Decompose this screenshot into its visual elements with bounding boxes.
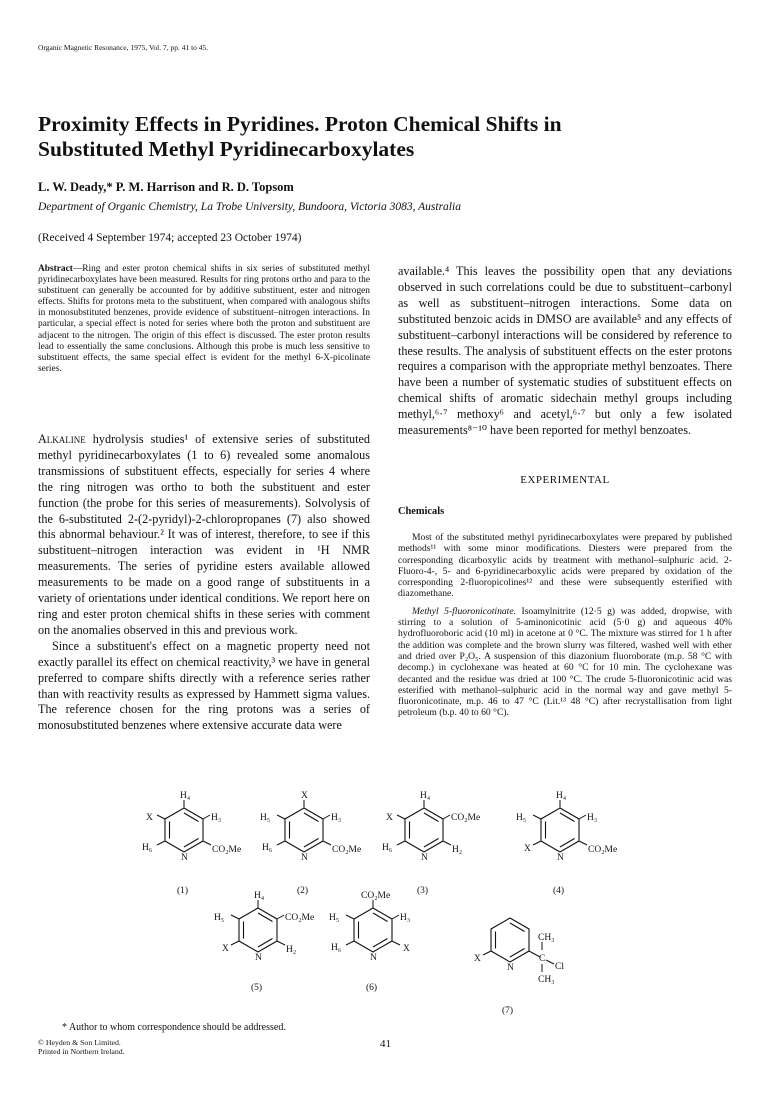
h6-label: H₆ xyxy=(142,843,153,853)
article-title xyxy=(38,112,738,162)
x-label: X xyxy=(301,791,308,801)
ester-label: CO₂Me xyxy=(212,845,242,855)
h4-label: H₄ xyxy=(254,891,265,901)
h4-label: H₄ xyxy=(420,791,431,801)
h2-label: H₂ xyxy=(452,845,463,855)
chemicals-paragraph-1: Most of the substituted methyl pyridinecarboxylates were prepared by published methods¹¹ with some minor modifications. Diesters were prepared from the corresponding dicarboxylic acids by treatment with methanol–sulphuric acid. 2-Fluoro-4-, 5- and 6-pyridinecarboxylic acids were prepared by oxidation of the corresponding 2-fluoropicolines¹² and these were subsequently esterified with diazomethane. xyxy=(398,532,732,600)
h5-label: H₅ xyxy=(329,913,340,923)
structure-5 xyxy=(214,891,314,993)
structure-2 xyxy=(260,791,361,896)
n-label: N xyxy=(301,853,308,863)
corresponding-author-footnote: * Author to whom correspondence should be addressed. xyxy=(62,1022,286,1033)
ester-label: CO₂Me xyxy=(361,891,391,901)
chemicals-paragraph-2: Methyl 5-fluoronicotinate. Isoamylnitrite (12·5 g) was added, dropwise, with stirring to a solution of 5-aminonicotinic acid (5·0 g) and aqueous 40% hydrofluoroboric acid (10 ml) in acetone at 0 °C. The mixture was stirred for 1 h after the addition was complete and the brown slurry was filtered, washed well with ether and dried over P₂O₅. A suspension of this diazonium fluoroborate (m.p. 58 °C with decomp.) in cyclohexane was heated at 60 °C for 10 min. The cyclohexane was decanted and the residue was dried at 100 °C. The crude 5-fluoronicotinic acid was esterified with methanol–sulphuric acid in the normal way and gave methyl 5-fluoronicotinate, m.p. 46 to 47 °C (Lit.¹³ 48 °C) after recrystallisation from light petroleum (b.p. 40 to 60 °C). xyxy=(398,605,732,719)
x-label: X xyxy=(146,813,153,823)
x-label: X xyxy=(222,944,229,954)
right-column-text xyxy=(398,264,732,439)
structure-label-6: (6) xyxy=(366,983,378,993)
h5-label: H₅ xyxy=(516,813,527,823)
n-label: N xyxy=(255,953,262,963)
n-label: N xyxy=(507,963,514,973)
abstract-text: —Ring and ester proton chemical shifts in six series of substituted methyl pyridinecarboxylates have been measured. Results for ring protons ortho and para to the substituent can generally be accounted for by additive substituent, ester and nitrogen effects. Shifts for protons meta to the substituent, when compared with analogous shifts in monosubstituted benzenes, provide evidence of substituent–nitrogen interactions. In particular, a special effect is noted for series where both the proton and substituent are adjacent to the nitrogen. The origin of this effect is discussed. The ester proton results lead to essentially the same conclusions. Although this probe is much less sensitive to substituent effects, the same special effect is evident for the methyl 6-X-picolinate series. xyxy=(38,264,370,374)
structure-label-5: (5) xyxy=(251,983,263,993)
h3-label: H₃ xyxy=(211,813,222,823)
received-dates: (Received 4 September 1974; accepted 23 October 1974) xyxy=(38,232,302,244)
h2-label: H₂ xyxy=(286,945,297,955)
quaternary-c-label: C xyxy=(539,954,546,964)
n-label: N xyxy=(181,853,188,863)
ester-label: CO₂Me xyxy=(588,845,618,855)
structure-7 xyxy=(474,918,564,1016)
author-list: L. W. Deady,* P. M. Harrison and R. D. Topsom xyxy=(38,180,294,194)
n-label: N xyxy=(370,953,377,963)
title-line-1: Proximity Effects in Pyridines. Proton Chemical Shifts in xyxy=(38,112,562,136)
h5-label: H₅ xyxy=(260,813,271,823)
copyright-notice: © Heyden & Son Limited. Printed in Northern Ireland. xyxy=(38,1038,125,1056)
intro-paragraph-2: Since a substituent's effect on a magnetic property need not exactly parallel its effect on chemical reactivity,³ we have in general preferred to compare shifts directly with a reference series rather than with reactivity results as expressed by Hammett sigma values. The reference chosen for the ring protons was a series of monosubstituted benzenes where extensive accurate data were xyxy=(38,638,370,733)
h6-label: H₆ xyxy=(262,843,273,853)
title-line-2: Substituted Methyl Pyridinecarboxylates xyxy=(38,137,415,161)
ester-label: CO₂Me xyxy=(451,813,481,823)
structure-1 xyxy=(142,791,241,896)
x-label: X xyxy=(474,954,481,964)
h3-label: H₃ xyxy=(587,813,598,823)
structure-label-7: (7) xyxy=(502,1006,514,1016)
chemicals-text xyxy=(398,532,732,725)
x-label: X xyxy=(524,844,531,854)
cl-label: Cl xyxy=(555,962,564,972)
structure-label-3: (3) xyxy=(417,886,429,896)
n-label: N xyxy=(421,853,428,863)
h4-label: H₄ xyxy=(556,791,567,801)
journal-citation: Organic Magnetic Resonance, 1975, Vol. 7, pp. 41 to 45. xyxy=(38,43,209,52)
h3-label: H₃ xyxy=(331,813,342,823)
ch3-top-label: CH₃ xyxy=(538,933,555,943)
structure-label-1: (1) xyxy=(177,886,189,896)
h4-label: H₄ xyxy=(180,791,191,801)
abstract xyxy=(38,264,370,375)
ch3-bottom-label: CH₃ xyxy=(538,975,555,985)
structure-6 xyxy=(329,891,410,993)
intro-first-word: Alkaline xyxy=(38,432,86,446)
structure-label-4: (4) xyxy=(553,886,565,896)
h3-label: H₃ xyxy=(400,913,411,923)
affiliation: Department of Organic Chemistry, La Trobe University, Bundoora, Victoria 3083, Australia xyxy=(38,201,461,213)
subheading-chemicals: Chemicals xyxy=(398,506,445,517)
section-heading-experimental: EXPERIMENTAL xyxy=(520,474,610,486)
structure-diagrams xyxy=(0,780,768,1020)
n-label: N xyxy=(557,853,564,863)
page-number: 41 xyxy=(380,1038,391,1050)
h6-label: H₆ xyxy=(331,943,342,953)
ester-label: CO₂Me xyxy=(285,913,315,923)
ester-label: CO₂Me xyxy=(332,845,362,855)
intro-paragraph-1: Alkaline hydrolysis studies¹ of extensive series of substituted methyl pyridinecarboxylates (1 to 6) revealed some anomalous transmissions of substituent effects, especially for series 4 where the ring nitrogen was ortho to both the substituent and ester function (the probe for this series of measurements). Solvolysis of the 6-substituted 2-(2-pyridyl)-2-chloropropanes (7) also showed this abnormal behaviour.² It was of interest, therefore, to see if this substituent–nitrogen interaction was evident in ¹H NMR measurements. The series of pyridine esters available allowed measurements to be made on a good range of substituents in a variety of orientations under identical conditions. We report here on ring and ester proton chemical shifts in these series with comment on the anomalies observed in this and previous work. xyxy=(38,432,370,637)
x-label: X xyxy=(386,813,393,823)
right-paragraph-1: available.⁴ This leaves the possibility open that any deviations observed in such correlations could be due to substituent–carbonyl as well as substituent–nitrogen interactions. Some data on substituted benzoic acids in DMSO are available⁵ and any effects of substituent–carbonyl interactions will be considered by reference to these results. The analysis of substituent effects on the ester protons requires a comparison with the appropriate methyl benzoates. There have been a number of systematic studies of substituent effects on chemical shifts of aromatic sidechain methyl groups including methyl,⁶·⁷ methoxy⁶ and acetyl,⁶·⁷ but only a few isolated measurements⁸⁻¹⁰ have been reported for methyl benzoates. xyxy=(398,264,732,438)
h5-label: H₅ xyxy=(214,913,225,923)
structure-4 xyxy=(516,791,617,896)
introduction-text xyxy=(38,432,370,734)
structure-label-2: (2) xyxy=(297,886,309,896)
structure-3 xyxy=(382,791,480,896)
x-label: X xyxy=(403,944,410,954)
h6-label: H₆ xyxy=(382,843,393,853)
abstract-label: Abstract xyxy=(38,264,73,274)
